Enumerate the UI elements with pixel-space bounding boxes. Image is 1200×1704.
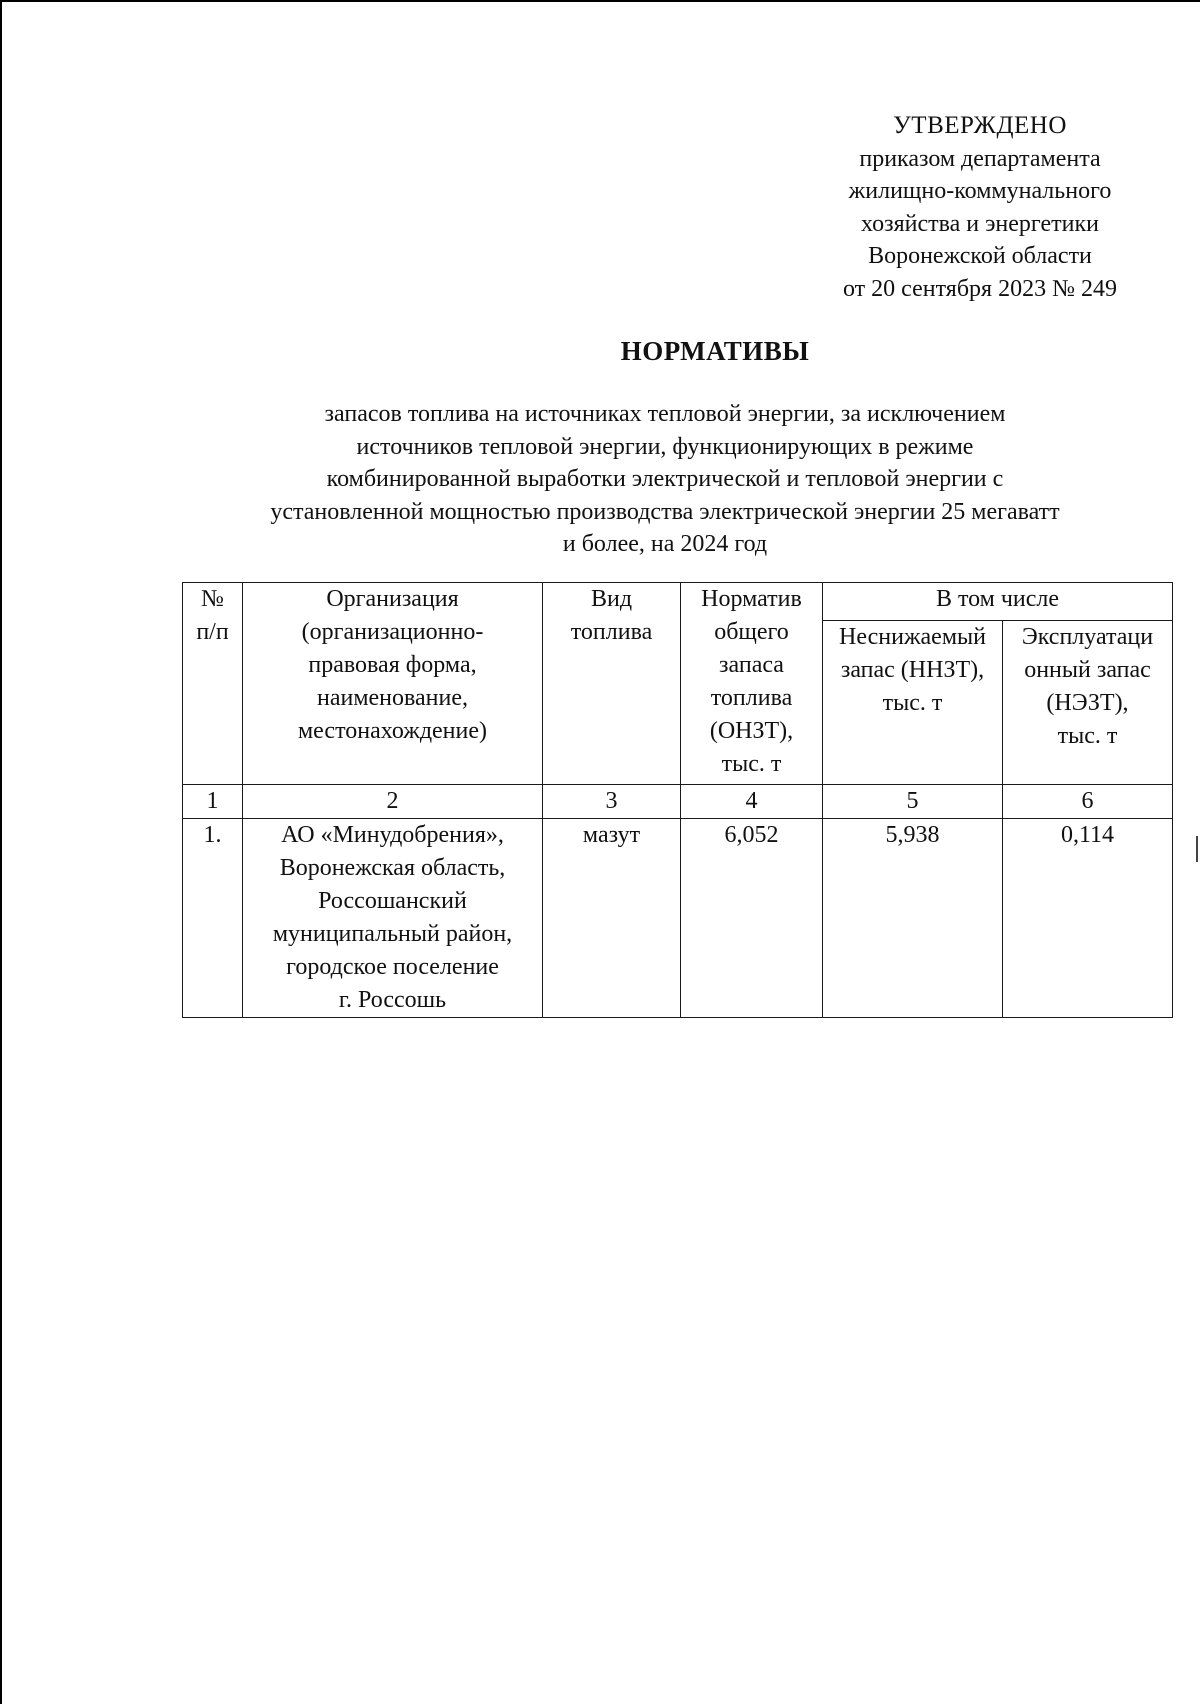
row-org-line: Воронежская область,	[279, 855, 506, 881]
header-nezt-line: (НЭЗТ),	[1046, 690, 1129, 716]
header-group-including: В том числе	[823, 583, 1173, 621]
row-org-line: г. Россошь	[338, 987, 447, 1013]
approval-line: приказом департамента	[859, 145, 1101, 172]
column-index-cell: 4	[681, 785, 823, 819]
header-nezt-line: Эксплуатаци	[1021, 624, 1154, 650]
row-organization	[243, 819, 543, 1018]
subtitle-line: и более, на 2024 год	[562, 531, 768, 557]
norms-table	[182, 582, 1173, 1018]
header-num-label: п/п	[196, 619, 229, 645]
row-nnzt-value: 5,938	[823, 819, 1003, 1018]
header-fuel-type	[543, 583, 681, 785]
subtitle-line: запасов топлива на источниках тепловой энергии, за исключением	[324, 401, 1006, 427]
header-nnzt-line: тыс. т	[882, 690, 943, 716]
header-onzt-line: топлива	[710, 685, 793, 711]
header-fuel-line: топлива	[570, 619, 653, 645]
header-org-line: правовая форма,	[308, 652, 477, 678]
header-row-top	[183, 583, 1173, 621]
approval-line: жилищно-коммунального	[848, 178, 1112, 204]
document-title: НОРМАТИВЫ	[620, 336, 810, 366]
header-org-line: наименование,	[316, 685, 469, 711]
header-nnzt-line: запас (ННЗТ),	[840, 657, 985, 683]
header-onzt-line: общего	[714, 619, 789, 645]
row-number: 1.	[183, 819, 243, 1018]
header-onzt-line: Норматив	[701, 586, 802, 612]
header-org-line: (организационно-	[301, 619, 484, 645]
subtitle-line: источников тепловой энергии, функционирующих в режиме	[356, 433, 974, 460]
column-index-cell: 1	[183, 785, 243, 819]
scan-edge-top	[0, 0, 1200, 2]
column-index-cell: 5	[823, 785, 1003, 819]
subtitle-line: комбинированной выработки электрической и тепловой энергии с	[326, 466, 1004, 492]
header-org-line: Организация	[326, 586, 459, 612]
row-org-line: Россошанский	[318, 888, 467, 914]
approval-title: УТВЕРЖДЕНО	[893, 112, 1067, 139]
header-nnzt-line: Неснижаемый	[839, 624, 986, 650]
header-nezt	[1003, 621, 1173, 785]
subtitle-line: установленной мощностью производства электрической энергии 25 мегаватт	[270, 498, 1060, 525]
row-org-line: АО «Минудобрения»,	[281, 822, 504, 848]
row-org-line: городское поселение	[286, 954, 499, 980]
header-num	[183, 583, 243, 785]
column-index-cell: 6	[1003, 785, 1173, 819]
approval-line: от 20 сентября 2023 № 249	[843, 275, 1117, 302]
approval-line: хозяйства и энергетики	[861, 210, 1099, 237]
header-org-line: местонахождение)	[297, 718, 488, 744]
header-nezt-line: тыс. т	[1057, 723, 1118, 749]
header-organization	[243, 583, 543, 785]
column-index-row	[183, 785, 1173, 819]
table-row	[183, 819, 1173, 1018]
header-onzt-line: (ОНЗТ),	[709, 718, 794, 744]
row-fuel-type: мазут	[543, 819, 681, 1018]
document-subtitle	[196, 398, 1134, 561]
header-num-sign: №	[201, 586, 224, 612]
header-onzt	[681, 583, 823, 785]
row-org-line: муниципальный район,	[272, 921, 513, 947]
row-onzt-value: 6,052	[681, 819, 823, 1018]
header-nnzt	[823, 621, 1003, 785]
header-nezt-line: онный запас	[1024, 657, 1151, 683]
approval-line: Воронежской области	[868, 243, 1092, 269]
scan-margin-mark	[1196, 836, 1198, 862]
header-onzt-line: запаса	[719, 652, 784, 678]
column-index-cell: 3	[543, 785, 681, 819]
column-index-cell: 2	[243, 785, 543, 819]
header-onzt-line: тыс. т	[721, 751, 782, 777]
approval-block	[800, 110, 1160, 305]
row-nezt-value: 0,114	[1003, 819, 1173, 1018]
header-fuel-line: Вид	[590, 586, 633, 612]
scan-edge-left	[0, 0, 2, 1704]
